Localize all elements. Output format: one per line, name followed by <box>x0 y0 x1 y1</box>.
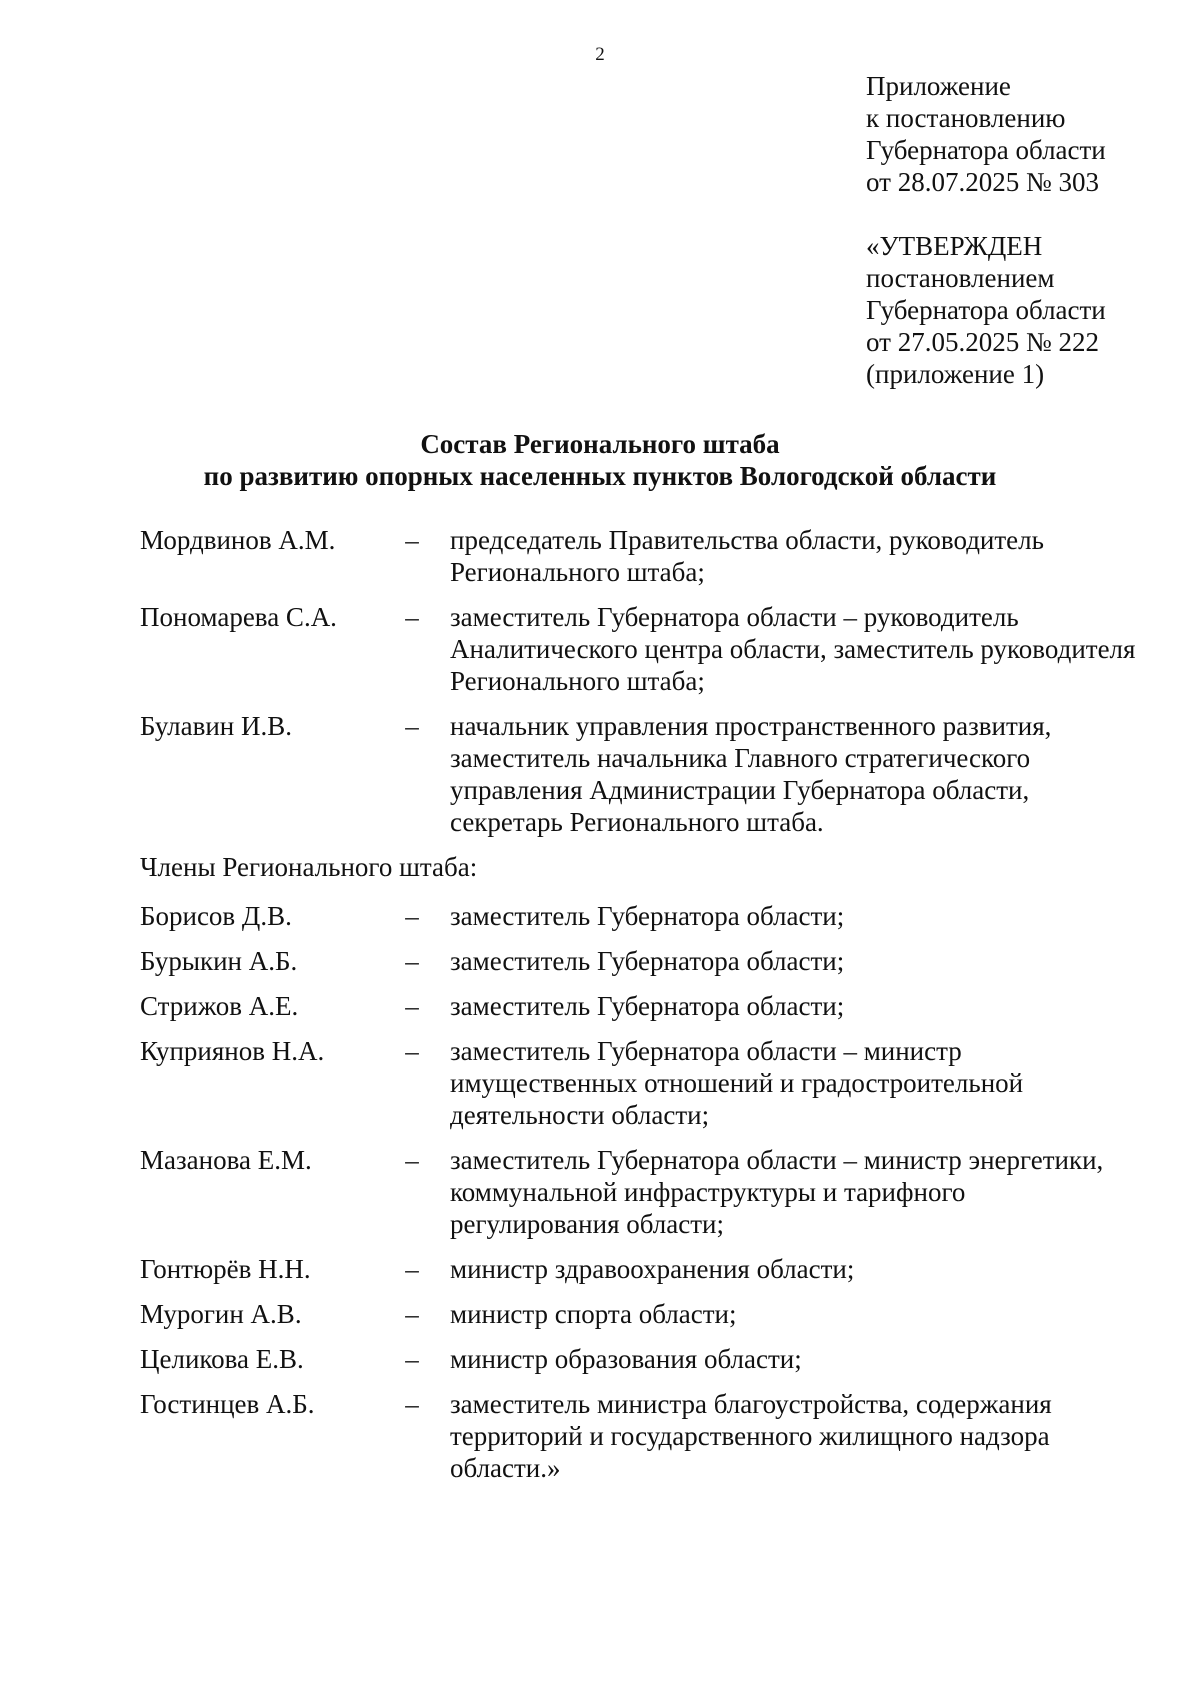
separator-dash: – <box>405 1389 419 1419</box>
member-name: Мурогин А.В. <box>140 1299 302 1329</box>
member-row <box>140 1253 1140 1285</box>
title-line: по развитию опорных населенных пунктов Вологодской области <box>203 461 997 491</box>
appendix-line: Губернатора области <box>866 135 1106 165</box>
member-name: Гостинцев А.Б. <box>140 1389 315 1419</box>
member-role: министр здравоохранения области; <box>450 1254 855 1284</box>
document-title <box>0 428 1200 492</box>
staff-role: заместитель Губернатора области – руководитель Аналитического центра области, заместитель руководителя Регионального штаба; <box>450 602 1136 696</box>
member-row <box>140 1388 1140 1484</box>
member-row <box>140 1298 1140 1330</box>
staff-row <box>140 524 1140 588</box>
approved-line: постановлением <box>866 263 1055 293</box>
member-row <box>140 900 1140 932</box>
approved-block <box>866 230 1186 390</box>
member-name: Борисов Д.В. <box>140 901 292 931</box>
separator-dash: – <box>405 711 419 741</box>
approval-stamp <box>866 70 1186 390</box>
member-name: Стрижов А.Е. <box>140 991 299 1021</box>
member-role: заместитель Губернатора области; <box>450 946 845 976</box>
separator-dash: – <box>405 602 419 632</box>
separator-dash: – <box>405 901 419 931</box>
member-role: заместитель Губернатора области – министр имущественных отношений и градостроительной деятельности области; <box>450 1036 1024 1130</box>
member-role: заместитель Губернатора области; <box>450 991 845 1021</box>
member-role: заместитель Губернатора области; <box>450 901 845 931</box>
appendix-line: Приложение <box>866 71 1011 101</box>
member-role: заместитель министра благоустройства, содержания территорий и государственного жилищного надзора области.» <box>450 1389 1052 1483</box>
member-name: Куприянов Н.А. <box>140 1036 325 1066</box>
separator-dash: – <box>405 946 419 976</box>
approved-line: (приложение 1) <box>866 359 1045 389</box>
member-role: заместитель Губернатора области – министр энергетики, коммунальной инфраструктуры и тарифного регулирования области; <box>450 1145 1104 1239</box>
approved-line: от 27.05.2025 № 222 <box>866 327 1099 357</box>
staff-row <box>140 710 1140 838</box>
separator-dash: – <box>405 1145 419 1175</box>
member-row <box>140 990 1140 1022</box>
member-row <box>140 1144 1140 1240</box>
separator-dash: – <box>405 1036 419 1066</box>
appendix-line: от 28.07.2025 № 303 <box>866 167 1099 197</box>
member-name: Бурыкин А.Б. <box>140 946 298 976</box>
member-name: Гонтюрёв Н.Н. <box>140 1254 311 1284</box>
appendix-line: к постановлению <box>866 103 1066 133</box>
members-label: Члены Регионального штаба: <box>140 852 478 882</box>
page-number: 2 <box>595 44 605 65</box>
member-row <box>140 1035 1140 1131</box>
separator-dash: – <box>405 1254 419 1284</box>
member-role: министр спорта области; <box>450 1299 737 1329</box>
member-row <box>140 1343 1140 1375</box>
staff-name: Булавин И.В. <box>140 711 293 741</box>
staff-role: председатель Правительства области, руководитель Регионального штаба; <box>450 525 1044 587</box>
staff-role: начальник управления пространственного развития, заместитель начальника Главного стратегического управления Администрации Губернатора области, секретарь Регионального штаба. <box>450 711 1052 837</box>
title-line: Состав Регионального штаба <box>420 429 780 459</box>
member-row <box>140 945 1140 977</box>
member-name: Мазанова Е.М. <box>140 1145 312 1175</box>
separator-dash: – <box>405 525 419 555</box>
approved-line: Губернатора области <box>866 295 1106 325</box>
staff-list <box>140 524 1140 1497</box>
staff-row <box>140 601 1140 697</box>
appendix-block <box>866 70 1186 198</box>
separator-dash: – <box>405 1344 419 1374</box>
staff-name: Мордвинов А.М. <box>140 525 336 555</box>
approved-line: «УТВЕРЖДЕН <box>866 231 1043 261</box>
member-role: министр образования области; <box>450 1344 802 1374</box>
staff-name: Пономарева С.А. <box>140 602 337 632</box>
separator-dash: – <box>405 1299 419 1329</box>
member-name: Целикова Е.В. <box>140 1344 304 1374</box>
separator-dash: – <box>405 991 419 1021</box>
